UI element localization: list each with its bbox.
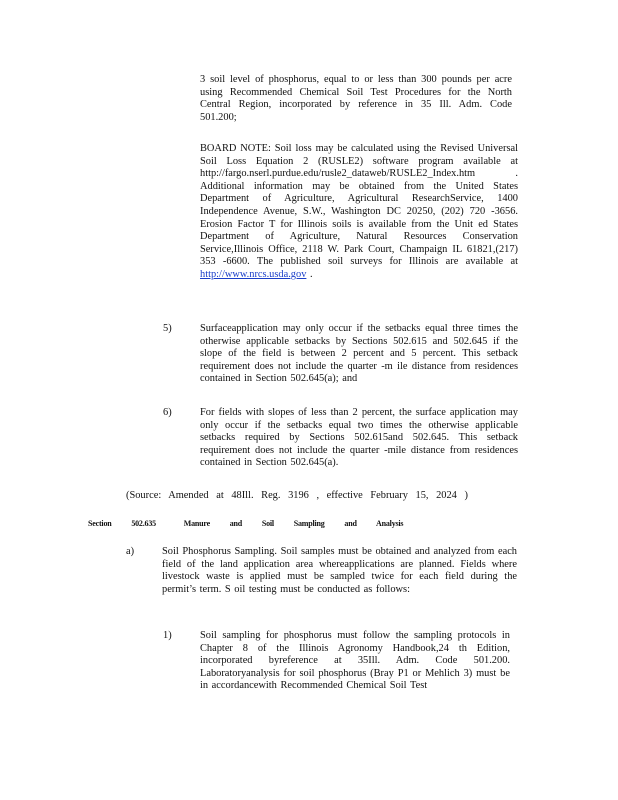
board-note	[200, 143, 518, 282]
sub-item-1-text: Soil sampling for phosphorus must follow the sampling protocols in Chapter 8 of the Illinois Agronomy Handbook,24 th Edition, incorporated byreference at 35Ill. Adm. Code 501.200. Laboratoryanalysis for soil phosphorus (Bray P1 or Mehlich 3) must be in accordancewith Recommended Chemical Soil Test	[200, 630, 510, 692]
section-label: Section	[88, 519, 112, 528]
section-number: 502.635	[131, 519, 156, 528]
board-note-text: BOARD NOTE: Soil loss may be calculated using the Revised Universal Soil Loss Equation 2 (RUSLE2) software program available at http://fargo.nserl.purdue.edu/rusle2_dataweb/RUSLE2_Index.htm . Additional information may be obtained from the United States Department of Agriculture, Agricultural ResearchService, 1400 Independence Avenue, S.W., Washington DC 20250, (202) 720 -3656. Erosion Factor T for Illinois soils is available from the Unit ed States Department of Agriculture, Natural Resources Conservation Service,Illinois Office, 2118 W. Park Court, Champaign IL 61821,(217) 353 -6600. The published soil surveys for Illinois are available at	[200, 143, 518, 268]
board-note-end: .	[306, 268, 313, 280]
nrcs-link[interactable]: http://www.nrcs.usda.gov	[200, 268, 307, 280]
sub-item-1-number: 1)	[163, 630, 172, 641]
item-6-number: 6)	[163, 407, 172, 418]
item-6-text: For fields with slopes of less than 2 percent, the surface application may only occur if the setbacks equal two times the otherwise applicable setbacks required by Sections 502.615and 502.645. This setback requirement does not include the quarter -mile distance from residences contained in Section 502.645(a).	[200, 407, 518, 469]
subsection-a-letter: a)	[126, 546, 135, 557]
subsection-a-text: Soil Phosphorus Sampling. Soil samples must be obtained and analyzed from each field of the land application area whereapplications are planned. Fields where livestock waste is applied must be sampled twice for each field during the permit’s term. S oil testing must be conducted as follows:	[162, 546, 517, 595]
item-5-number: 5)	[163, 323, 172, 334]
section-title: Manure and Soil Sampling and Analysis	[183, 519, 404, 528]
source-note: (Source: Amended at 48Ill. Reg. 3196 , effective February 15, 2024 )	[126, 490, 468, 501]
item-4-continued-text: 3 soil level of phosphorus, equal to or less than 300 pounds per acre using Recommended Chemical Soil Test Procedures for the North Central Region, incorporated by reference in 35 Ill. Adm. Code 501.200;	[200, 74, 512, 123]
item-5-text: Surfaceapplication may only occur if the setbacks equal three times the otherwise applicable setbacks by Sections 502.615 and 502.645 if the slope of the field is between 2 percent and 5 percent. This setback requirement does not include the quarter -m ile distance from residences contained in Section 502.645(a); and	[200, 323, 518, 385]
section-heading	[88, 519, 403, 528]
